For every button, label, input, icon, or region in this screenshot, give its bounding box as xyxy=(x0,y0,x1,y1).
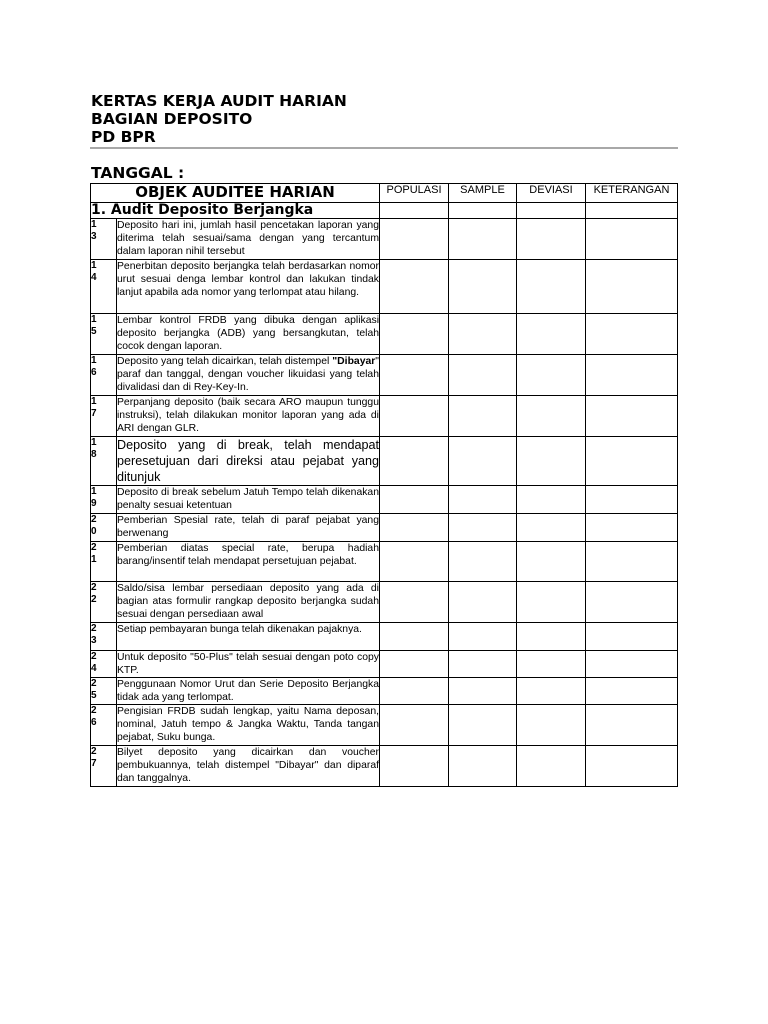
row-number: 2 4 xyxy=(91,651,117,678)
cell-sample xyxy=(449,203,517,219)
row-number: 1 6 xyxy=(91,355,117,396)
cell-populasi xyxy=(380,437,449,486)
cell-keterangan xyxy=(586,396,678,437)
row-description: Bilyet deposito yang dicairkan dan voucher pembukuannya, telah distempel "Dibayar" dan diparaf dan tanggalnya. xyxy=(117,746,380,787)
row-description: Pengisian FRDB sudah lengkap, yaitu Nama deposan, nominal, Jatuh tempo & Jangka Waktu, Tanda tangan pejabat, Suku bunga. xyxy=(117,705,380,746)
cell-keterangan xyxy=(586,542,678,582)
row-description: Penggunaan Nomor Urut dan Serie Deposito Berjangka tidak ada yang terlompat. xyxy=(117,679,379,703)
row-description: Pemberian diatas special rate, berupa hadiah barang/insentif telah mendapat persetujuan pejabat. xyxy=(117,542,380,582)
section-row xyxy=(91,203,678,219)
cell-keterangan xyxy=(586,678,678,705)
table-row xyxy=(91,396,678,437)
cell-sample xyxy=(449,355,517,396)
cell-keterangan xyxy=(586,582,678,623)
cell-populasi xyxy=(380,396,449,437)
cell-deviasi xyxy=(517,486,586,514)
cell-sample xyxy=(449,623,517,651)
cell-sample xyxy=(449,542,517,582)
cell-deviasi xyxy=(517,260,586,314)
cell-keterangan xyxy=(586,314,678,355)
cell-populasi xyxy=(380,219,449,260)
header-sample: SAMPLE xyxy=(449,184,517,203)
table-row xyxy=(91,678,678,705)
row-number: 1 7 xyxy=(91,396,117,437)
cell-populasi xyxy=(380,678,449,705)
header-divider xyxy=(90,147,678,149)
cell-keterangan xyxy=(586,623,678,651)
row-description: Penerbitan deposito berjangka telah berdasarkan nomor urut sesuai denga lembar kontrol dan lakukan tindak lanjut apabila ada nomor yang terlompat atau hilang. xyxy=(117,260,380,314)
cell-populasi xyxy=(380,314,449,355)
cell-deviasi xyxy=(517,396,586,437)
cell-populasi xyxy=(380,355,449,396)
cell-deviasi xyxy=(517,203,586,219)
cell-deviasi xyxy=(517,651,586,678)
row-number: 1 8 xyxy=(91,437,117,486)
row-number: 1 9 xyxy=(91,486,117,514)
table-row xyxy=(91,582,678,623)
row-number: 1 5 xyxy=(91,314,117,355)
row-description: Setiap pembayaran bunga telah dikenakan pajaknya. xyxy=(117,623,380,651)
row-number: 2 7 xyxy=(91,746,117,787)
row-description: Deposito yang di break, telah mendapat peresetujuan dari direksi atau pejabat yang ditunjuk xyxy=(117,438,379,484)
table-row xyxy=(91,260,678,314)
cell-keterangan xyxy=(586,355,678,396)
cell-populasi xyxy=(380,542,449,582)
cell-deviasi xyxy=(517,355,586,396)
cell-deviasi xyxy=(517,678,586,705)
cell-populasi xyxy=(380,582,449,623)
table-row xyxy=(91,219,678,260)
cell-sample xyxy=(449,514,517,542)
row-number: 1 3 xyxy=(91,219,117,260)
cell-keterangan xyxy=(586,514,678,542)
section-title: 1. Audit Deposito Berjangka xyxy=(91,203,380,219)
table-row xyxy=(91,514,678,542)
cell-sample xyxy=(449,314,517,355)
cell-sample xyxy=(449,746,517,787)
cell-keterangan xyxy=(586,746,678,787)
cell-sample xyxy=(449,396,517,437)
table-header-row xyxy=(91,184,678,203)
cell-sample xyxy=(449,260,517,314)
audit-table xyxy=(90,183,678,787)
table-row xyxy=(91,542,678,582)
cell-populasi xyxy=(380,514,449,542)
table-row xyxy=(91,486,678,514)
cell-deviasi xyxy=(517,314,586,355)
row-number: 2 3 xyxy=(91,623,117,651)
row-number: 2 1 xyxy=(91,542,117,582)
cell-deviasi xyxy=(517,437,586,486)
cell-sample xyxy=(449,678,517,705)
cell-populasi xyxy=(380,203,449,219)
cell-deviasi xyxy=(517,542,586,582)
table-row xyxy=(91,746,678,787)
cell-sample xyxy=(449,582,517,623)
table-row xyxy=(91,437,678,486)
cell-keterangan xyxy=(586,705,678,746)
row-description: Pemberian Spesial rate, telah di paraf pejabat yang berwenang xyxy=(117,514,380,542)
table-row xyxy=(91,705,678,746)
cell-populasi xyxy=(380,651,449,678)
cell-deviasi xyxy=(517,746,586,787)
cell-deviasi xyxy=(517,705,586,746)
row-number: 2 6 xyxy=(91,705,117,746)
row-description: Untuk deposito "50-Plus" telah sesuai dengan poto copy KTP. xyxy=(117,652,379,676)
table-row xyxy=(91,623,678,651)
row-description: Saldo/sisa lembar persediaan deposito yang ada di bagian atas formulir rangkap deposito berjangka sudah sesuai dengan persediaan awal xyxy=(117,582,380,623)
header-keterangan: KETERANGAN xyxy=(586,184,678,203)
cell-sample xyxy=(449,486,517,514)
row-number: 2 2 xyxy=(91,582,117,623)
cell-populasi xyxy=(380,746,449,787)
cell-sample xyxy=(449,705,517,746)
dibayar-emphasis: "Dibayar xyxy=(332,356,376,367)
tanggal-label: TANGGAL : xyxy=(91,164,185,182)
row-number: 2 0 xyxy=(91,514,117,542)
header-populasi: POPULASI xyxy=(380,184,449,203)
cell-deviasi xyxy=(517,582,586,623)
row-number: 1 4 xyxy=(91,260,117,314)
cell-deviasi xyxy=(517,219,586,260)
row-description: Perpanjang deposito (baik secara ARO maupun tunggu instruksi), telah dilakukan monitor laporan yang ada di ARI dengan GLR. xyxy=(117,396,380,437)
cell-keterangan xyxy=(586,203,678,219)
document-title-line-1: KERTAS KERJA AUDIT HARIAN xyxy=(91,92,347,110)
cell-keterangan xyxy=(586,219,678,260)
cell-keterangan xyxy=(586,651,678,678)
document-title-line-2: BAGIAN DEPOSITO xyxy=(91,110,253,128)
table-row xyxy=(91,314,678,355)
cell-keterangan xyxy=(586,260,678,314)
document-title-line-3: PD BPR xyxy=(91,128,156,146)
row-description: Deposito yang telah dicairkan, telah distempel "Dibayar" paraf dan tanggal, dengan voucher likuidasi yang telah divalidasi dan di Rey-Key-In. xyxy=(117,355,380,396)
row-description: Lembar kontrol FRDB yang dibuka dengan aplikasi deposito berjangka (ADB) yang bersangkutan, telah cocok dengan laporan. xyxy=(117,314,380,355)
cell-populasi xyxy=(380,486,449,514)
cell-sample xyxy=(449,437,517,486)
row-description: Deposito hari ini, jumlah hasil pencetakan laporan yang diterima telah sesuai/sama dengan yang tercantum dalam laporan nihil tersebut xyxy=(117,219,380,260)
cell-keterangan xyxy=(586,437,678,486)
cell-populasi xyxy=(380,705,449,746)
cell-deviasi xyxy=(517,514,586,542)
cell-populasi xyxy=(380,623,449,651)
header-deviasi: DEVIASI xyxy=(517,184,586,203)
row-description: Deposito di break sebelum Jatuh Tempo telah dikenakan penalty sesuai ketentuan xyxy=(117,486,380,514)
row-number: 2 5 xyxy=(91,678,117,705)
cell-keterangan xyxy=(586,486,678,514)
cell-deviasi xyxy=(517,623,586,651)
header-objek-auditee: OBJEK AUDITEE HARIAN xyxy=(91,184,380,203)
cell-sample xyxy=(449,219,517,260)
cell-sample xyxy=(449,651,517,678)
cell-populasi xyxy=(380,260,449,314)
table-row xyxy=(91,355,678,396)
table-row xyxy=(91,651,678,678)
